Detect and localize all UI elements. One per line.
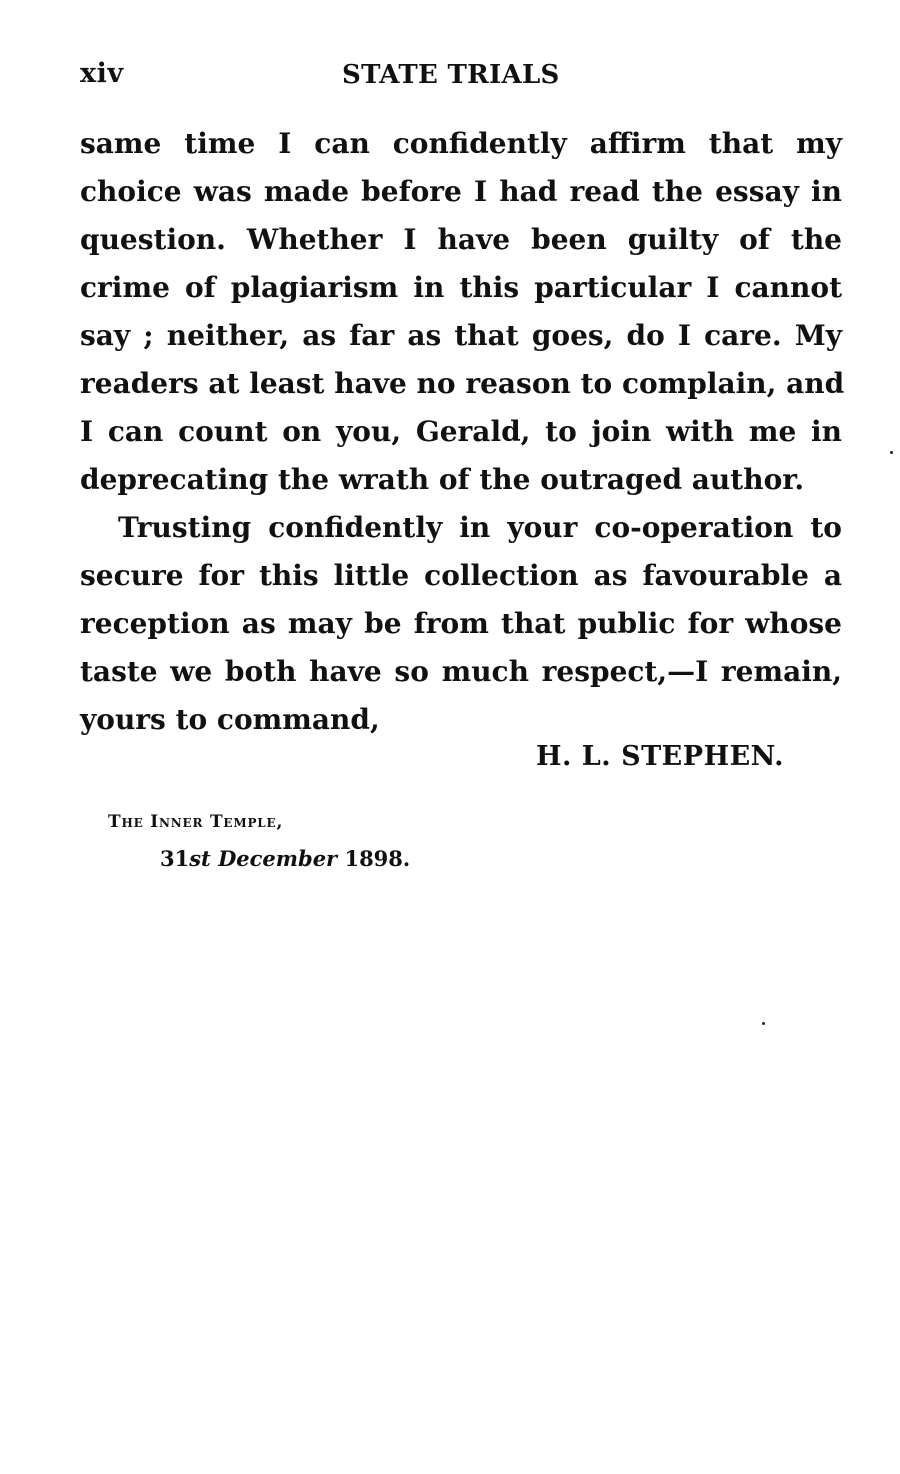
date-month: December: [218, 846, 338, 871]
text-line: reception as may be from that public for whose: [80, 607, 842, 640]
text-line: question. Whether I have been guilty of the: [80, 223, 842, 256]
body-text: [80, 120, 845, 744]
text-line: readers at least have no reason to complain, and: [80, 367, 845, 400]
paragraph-1: [80, 120, 845, 504]
running-title: STATE TRIALS: [342, 60, 560, 90]
text-line: choice was made before I had read the essay in: [80, 175, 842, 208]
text-line: Trusting confidently in your co-operation to: [118, 511, 842, 544]
text-line: crime of plagiarism in this particular I cannot: [80, 271, 842, 304]
page-number: xiv: [80, 58, 124, 89]
text-line: say ; neither, as far as that goes, do I care. My: [80, 319, 842, 352]
paragraph-2: [80, 504, 842, 744]
scan-speck: [890, 451, 893, 454]
scan-speck: [762, 1022, 765, 1025]
text-line: secure for this little collection as favourable a: [80, 559, 842, 592]
signature: H. L. STEPHEN.: [536, 741, 785, 772]
date-year: 1898.: [344, 846, 411, 871]
text-line: deprecating the wrath of the outraged author.: [80, 463, 805, 496]
dateline-place: The Inner Temple,: [108, 812, 284, 832]
dateline: [108, 812, 410, 871]
dateline-date: [108, 846, 410, 871]
page-header: [80, 58, 842, 98]
date-day: 31: [160, 846, 190, 871]
text-line: I can count on you, Gerald, to join with me in: [80, 415, 842, 448]
text-line: taste we both have so much respect,—I remain,: [80, 655, 842, 688]
text-line: same time I can confidently affirm that my: [80, 127, 842, 160]
date-day-suffix: st: [189, 846, 211, 871]
text-line: yours to command,: [80, 703, 380, 736]
